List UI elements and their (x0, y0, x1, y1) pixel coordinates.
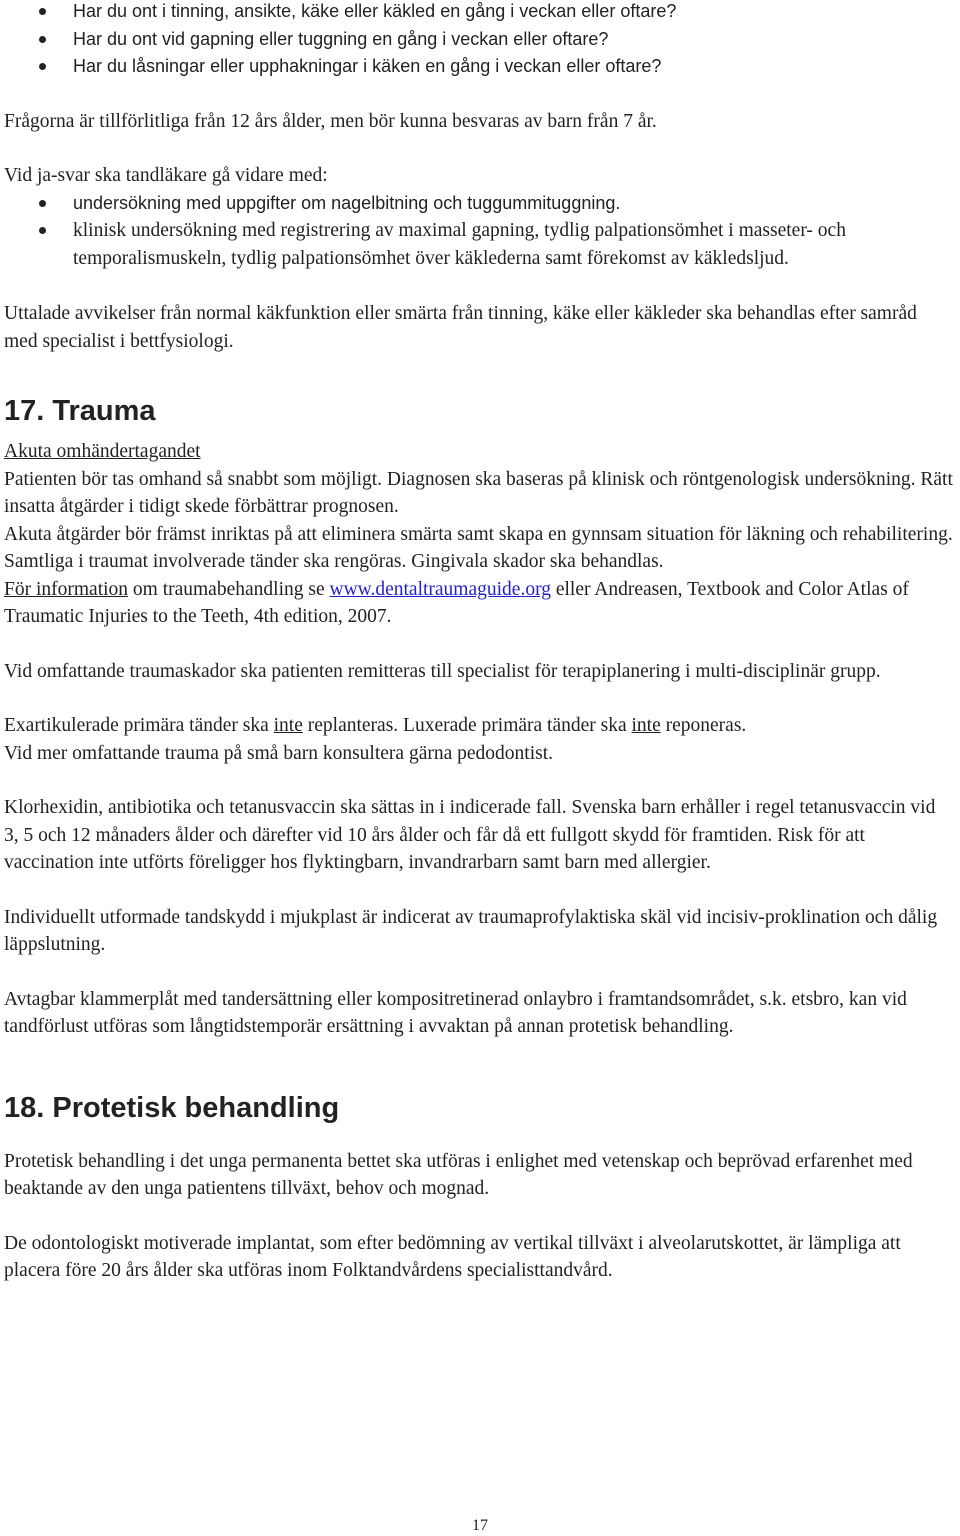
bullet-icon (39, 8, 46, 15)
info-paragraph (4, 576, 954, 631)
emphasis-inte: inte (273, 715, 303, 736)
klorhexidin-paragraph: Klorhexidin, antibiotika och tetanusvaccin ska sättas in i indicerade fall. Svenska barn erhåller i regel tetanusvaccin vid 3, 5 och 12 månaders ålder och därefter vid 10 års ålder och får då ett fullgott skydd för framtiden. Risk för att vaccination inte utförts föreligger hos flyktingbarn, invandrarbarn samt barn med allergier. (4, 797, 936, 873)
info-tail-text: eller Andreasen, Textbook and Color Atlas of Traumatic Injuries to the Teeth, 4th edition, 2007. (4, 578, 909, 627)
reliability-paragraph: Frågorna är tillförlitliga från 12 års ålder, men bör kunna besvaras av barn från 7 år. (4, 110, 657, 132)
bullet-icon (39, 200, 46, 207)
bullet-icon (39, 63, 46, 70)
exartikulerade-paragraph (4, 712, 954, 767)
url-text-part1: www.dentaltraumaguide. (329, 578, 526, 600)
emphasis-inte: inte (631, 715, 661, 736)
list-item (4, 190, 954, 218)
subheading-akuta: Akuta omhändertagandet (4, 441, 201, 462)
protetisk-paragraph-1: Protetisk behandling i det unga permanenta bettet ska utföras i enlighet med vetenskap och beprövad erfarenhet med beaktande av den unga patientens tillväxt, behov och mognad. (4, 1150, 913, 1199)
trauma-paragraph-1: Patienten bör tas omhand så snabbt som möjligt. Diagnosen ska baseras på klinisk och röntgenologisk undersökning. Rätt insatta åtgärder i tidigt skede förbättrar prognosen. (4, 468, 953, 517)
question-list (4, 0, 954, 81)
page-number: 17 (472, 1517, 488, 1534)
question-text: Har du ont vid gapning eller tuggning en gång i veckan eller oftare? (73, 28, 609, 49)
bullet-icon (39, 36, 46, 43)
exart-text-a: Exartikulerade primära tänder ska (4, 715, 274, 736)
remiss-paragraph: Vid omfattande traumaskador ska patienten remitteras till specialist för terapiplanering i multi-disciplinär grupp. (4, 660, 881, 682)
ja-svar-list (4, 190, 954, 273)
tandskydd-paragraph: Individuellt utformade tandskydd i mjukplast är indicerat av traumaprofylaktiska skäl vid incisiv-proklination och dålig läppslutning. (4, 906, 938, 955)
info-text: om traumabehandling se (128, 578, 330, 600)
uttalade-paragraph: Uttalade avvikelser från normal käkfunktion eller smärta från tinning, käke eller käkleder ska behandlas efter samråd med specialist i bettfysiologi. (4, 303, 917, 352)
protetisk-paragraph-2: De odontologiskt motiverade implantat, som efter bedömning av vertikal tillväxt i alveolarutskottet, är lämpliga att placera före 20 års ålder ska utföras inom Folktandvårdens specialisttandvård. (4, 1232, 901, 1281)
ja-svar-intro: Vid ja-svar ska tandläkare gå vidare med: (4, 165, 328, 186)
document-page (4, 0, 954, 1285)
list-item-text: klinisk undersökning med registrering av maximal gapning, tydlig palpationsömhet i masseter- och temporalismuskeln, tydlig palpationsömhet över käklederna samt förekomst av käkledsljud. (73, 220, 846, 269)
section-heading-trauma: 17. Trauma (4, 395, 156, 427)
exart-text-b: replanteras. Luxerade primära tänder ska (302, 715, 632, 736)
avtagbar-paragraph: Avtagbar klammerplåt med tandersättning eller kompositretinerad onlaybro i framtandsområdet, s.k. etsbro, kan vid tandförlust utföras som långtidstemporär ersättning i avvaktan på annan protetisk behandling. (4, 988, 907, 1037)
dentaltraumaguide-link[interactable] (329, 579, 551, 600)
info-link[interactable]: För information (4, 578, 129, 600)
question-text: Har du ont i tinning, ansikte, käke eller käkled en gång i veckan eller oftare? (73, 1, 677, 21)
trauma-paragraph-2: Akuta åtgärder bör främst inriktas på att eliminera smärta samt skapa en gynnsam situation för läkning och rehabilitering. Samtliga i traumat involverade tänder ska rengöras. Gingivala skador ska behandlas. (4, 523, 953, 572)
list-item (4, 217, 954, 272)
exart-text-c: reponeras. (660, 715, 747, 736)
url-text-part2: org (525, 578, 551, 600)
list-item-text: undersökning med uppgifter om nagelbitning och tuggummituggning. (73, 192, 621, 213)
bullet-icon (39, 227, 46, 234)
list-item (4, 53, 954, 81)
question-text: Har du låsningar eller upphakningar i käken en gång i veckan eller oftare? (73, 56, 662, 76)
list-item (4, 0, 954, 26)
list-item (4, 26, 954, 54)
section-heading-protetisk: 18. Protetisk behandling (4, 1091, 340, 1124)
exart-line-2: Vid mer omfattande trauma på små barn konsultera gärna pedodontist. (4, 742, 553, 764)
